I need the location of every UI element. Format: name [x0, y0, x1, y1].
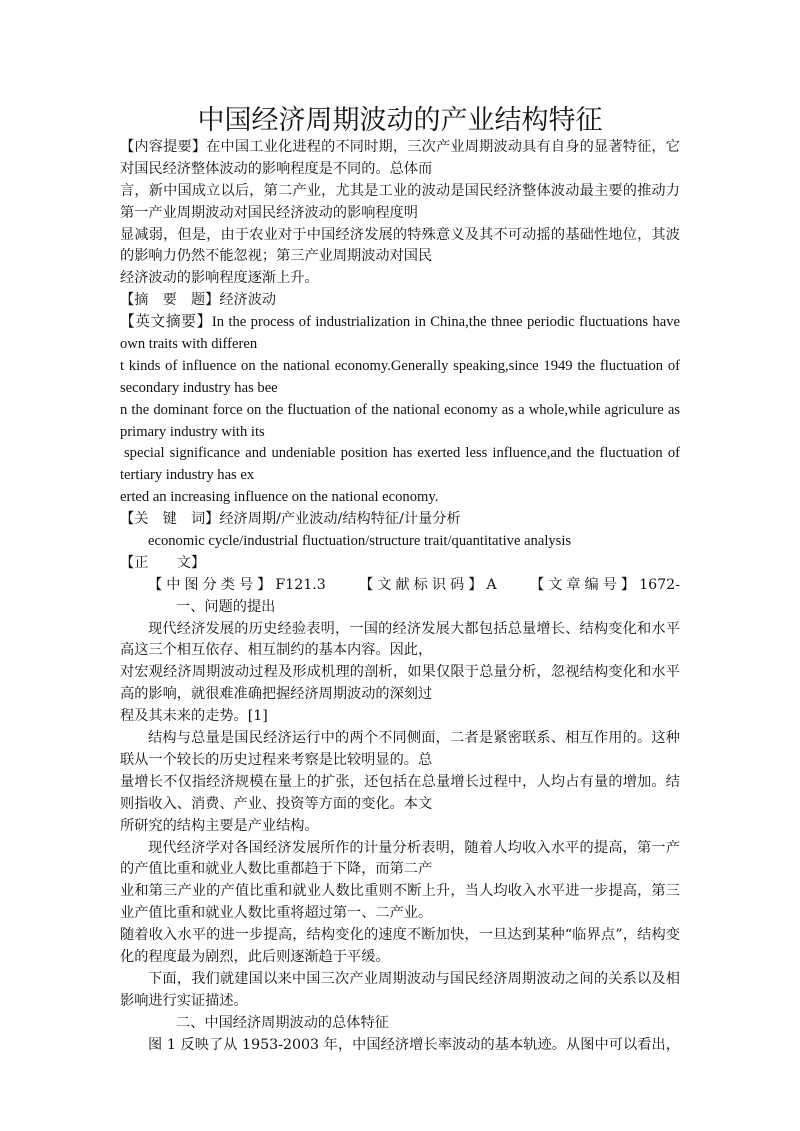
text-line: economic cycle/industrial fluctuation/structure trait/quantitative analysis: [148, 533, 572, 550]
text-line: 高这三个相互依存、相互制约的基本内容。因此，: [120, 642, 433, 659]
text-line: 业和第三产业的产值比重和就业人数比重则不断上升，当人均收入水平进一步提高，第三: [120, 883, 680, 900]
text-line: 的产值比重和就业人数比重都趋于下降，而第二产: [120, 861, 433, 878]
text-line: 现代经济学对各国经济发展所作的计量分析表明，随着人均收入水平的提高，第一产: [148, 839, 680, 856]
text-line: 联从一个较长的历史过程来考察是比较明显的。总: [120, 751, 433, 768]
document-title: 中国经济周期波动的产业结构特征: [197, 105, 603, 136]
text-line: erted an increasing influence on the national economy.: [120, 489, 439, 506]
text-line: 显减弱，但是，由于农业对于中国经济发展的特殊意义及其不可动摇的基础性地位，其波: [120, 226, 680, 243]
text-line: tertiary industry has ex: [120, 467, 255, 484]
text-line: 所研究的结构主要是产业结构。: [120, 817, 319, 834]
text-line: 的影响力仍然不能忽视；第三产业周期波动对国民: [120, 248, 433, 265]
text-line: 【关 键 词】经济周期/产业波动/结构特征/计量分析: [120, 511, 461, 528]
text-line: 结构与总量是国民经济运行中的两个不同侧面，二者是紧密联系、相互作用的。这种: [148, 730, 680, 747]
text-line: 对国民经济整体波动的影响程度是不同的。总体而: [120, 160, 433, 177]
text-line: t kinds of influence on the national economy.Generally speaking,since 1949 the fluctuation of: [120, 357, 680, 374]
text-line: n the dominant force on the fluctuation of the national economy as a whole,while agriculure as: [120, 401, 680, 418]
text-line: 二、中国经济周期波动的总体特征: [176, 1014, 389, 1031]
text-line: 【正 文】: [120, 554, 206, 571]
text-line: 【中图分类号】F121.3 【文献标识码】A 【文章编号】1672-: [148, 576, 680, 593]
text-line: 经济波动的影响程度逐渐上升。: [120, 270, 319, 287]
text-line: 对宏观经济周期波动过程及形成机理的剖析，如果仅限于总量分析，忽视结构变化和水平: [120, 664, 680, 681]
text-line: primary industry with its: [120, 423, 265, 440]
text-line: own traits with differen: [120, 336, 258, 353]
text-line: 现代经济发展的历史经验表明，一国的经济发展大都包括总量增长、结构变化和水平: [148, 620, 680, 637]
text-line: 业产值比重和就业人数比重将超过第一、二产业。: [120, 905, 433, 922]
text-line: 化的程度最为剧烈，此后则逐渐趋于平缓。: [120, 948, 390, 965]
document-body: [120, 137, 680, 1056]
text-line: special significance and undeniable position has exerted less influence,and the fluctuation of: [124, 445, 680, 462]
text-line: secondary industry has bee: [120, 379, 278, 396]
text-line: 则指收入、消费、产业、投资等方面的变化。本文: [120, 795, 433, 812]
text-line: 一、问题的提出: [176, 598, 276, 615]
text-line: 图 1 反映了从 1953-2003 年，中国经济增长率波动的基本轨迹。从图中可以看出，: [148, 1036, 680, 1053]
text-line: 量增长不仅指经济规模在量上的扩张，还包括在总量增长过程中，人均占有量的增加。结: [120, 773, 680, 790]
text-line: 第一产业周期波动对国民经济波动的影响程度明: [120, 204, 418, 221]
text-line: 高的影响，就很难准确把握经济周期波动的深刻过: [120, 686, 433, 703]
text-line: 下面，我们就建国以来中国三次产业周期波动与国民经济周期波动之间的关系以及相: [148, 970, 680, 987]
text-line: 言，新中国成立以后，第二产业，尤其是工业的波动是国民经济整体波动最主要的推动力: [120, 182, 680, 199]
text-line: 影响进行实证描述。: [120, 992, 248, 1009]
text-line: 随着收入水平的进一步提高，结构变化的速度不断加快，一旦达到某种“临界点”，结构变: [120, 927, 680, 944]
text-line: 【摘 要 题】经济波动: [120, 292, 277, 309]
text-line: 程及其未来的走势。[1]: [120, 708, 268, 725]
text-line: 【英文摘要】In the process of industrialization in China,the thnee periodic fluctuations have: [120, 314, 680, 331]
text-line: 【内容提要】在中国工业化进程的不同时期，三次产业周期波动具有自身的显著特征，它: [120, 139, 680, 155]
